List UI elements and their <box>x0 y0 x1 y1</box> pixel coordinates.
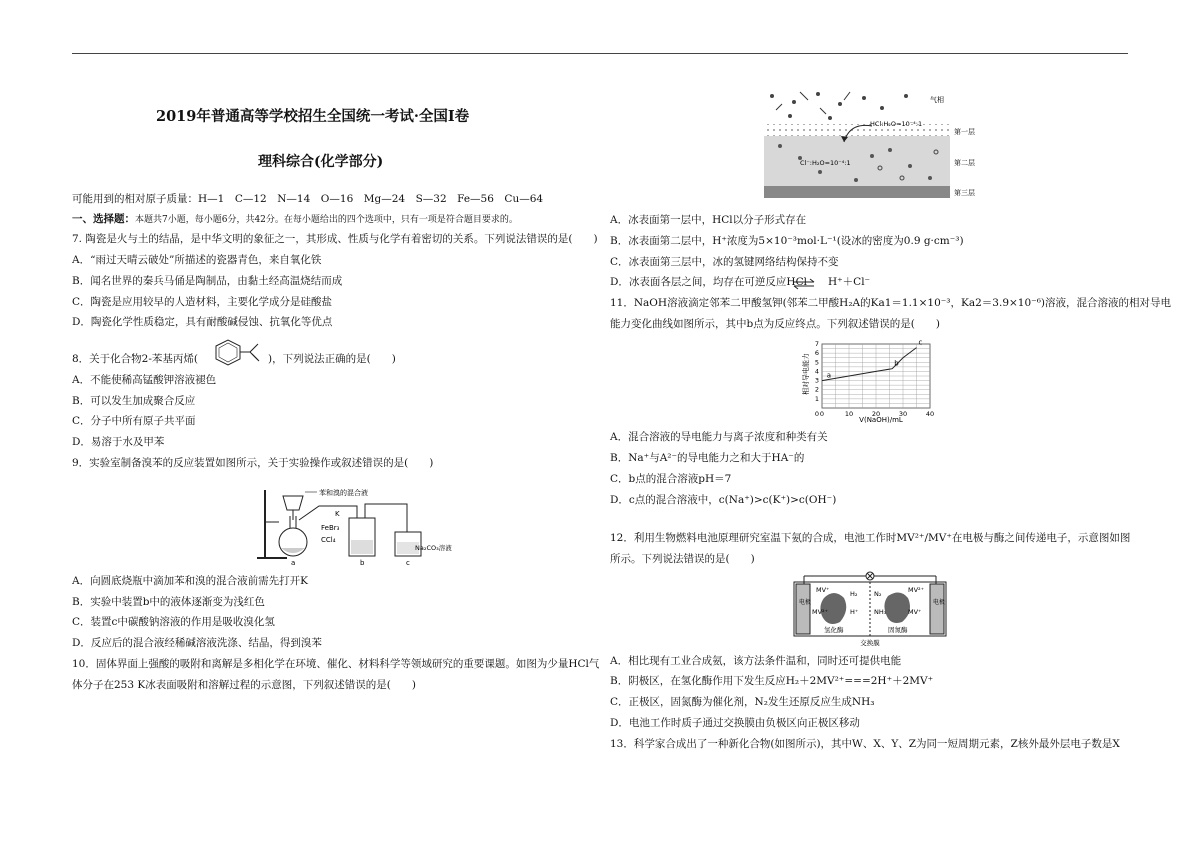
fig12-label-mv1-right: MV⁺ <box>908 608 922 616</box>
fig12-label-membrane: 交换膜 <box>860 639 880 647</box>
q8-option-a: A．不能使稀高锰酸钾溶液褪色 <box>72 374 217 386</box>
fig9-label-ccl4: CCl₄ <box>321 536 336 544</box>
q8-stem-a: 8．关于化合物2-苯基丙烯( <box>72 353 199 365</box>
q10-stem-line2: 体分子在253 K冰表面吸附和溶解过程的示意图，下列叙述错误的是( ) <box>72 679 416 691</box>
q9-option-b: B．实验中装置b中的液体逐渐变为浅红色 <box>72 596 265 608</box>
fig9-label-k: K <box>335 510 340 518</box>
q8-option-b: B．可以发生加成聚合反应 <box>72 395 196 407</box>
q7-option-c: C．陶瓷是应用较早的人造材料，主要化学成分是硅酸盐 <box>72 296 333 308</box>
chart-xtick-label: 10 <box>844 410 854 418</box>
ice-surface-hcl-figure <box>760 86 1000 204</box>
fig9-label-a: a <box>291 559 296 567</box>
q11-stem-line2: 能力变化曲线如图所示，其中b点为反应终点。下列叙述错误的是( ) <box>610 318 940 330</box>
q11-option-b: B．Na⁺与A²⁻的导电能力之和大于HA⁻的 <box>610 452 805 464</box>
fig10-label-ratio2: Cl⁻:H₂O=10⁻⁴:1 <box>800 159 851 167</box>
q11-option-d: D．c点的混合溶液中，c(Na⁺)>c(K⁺)>c(OH⁻) <box>610 494 837 506</box>
fig12-label-nh3: NH₃ <box>874 608 887 616</box>
fig10-label-layer1: 第一层 <box>954 128 975 136</box>
fig12-label-mv2-left: MV²⁺ <box>812 608 829 616</box>
chart-ytick-label: 1 <box>814 394 819 403</box>
q13-stem: 13．科学家合成出了一种新化合物(如图所示)，其中W、X、Y、Z为同一短周期元素，Z核外最外层电子数是X <box>610 738 1120 750</box>
fig9-label-c: c <box>406 559 410 567</box>
fig12-label-electrode-left: 电极 <box>799 599 812 606</box>
q7-option-a: A．“雨过天晴云破处”所描述的瓷器青色，来自氧化铁 <box>72 254 322 266</box>
q11-option-a: A．混合溶液的导电能力与离子浓度和种类有关 <box>610 431 828 443</box>
q10-stem-line1: 10．固体界面上强酸的吸附和离解是多相化学在环境、催化、材料科学等领域研究的重要课题。如图为少量HCl气 <box>72 658 600 670</box>
fig10-label-gas: 气相 <box>930 96 944 104</box>
chart-point-b: b <box>894 359 899 368</box>
section-note: 本题共7小题，每小题6分，共42分。在每小题给出的四个选项中，只有一项是符合题目要求的。 <box>135 215 518 225</box>
chart-ytick-label: 3 <box>814 376 819 385</box>
q10-option-d: D．冰表面各层之间，均存在可逆反应HCl H⁺＋Cl⁻ <box>610 276 871 288</box>
q12-stem-line1: 12．利用生物燃料电池原理研究室温下氨的合成，电池工作时MV²⁺/MV⁺在电极与酶之间传递电子，示意图如图 <box>610 532 1131 544</box>
exam-subtitle: 理科综合(化学部分) <box>258 154 384 170</box>
fig9-label-b: b <box>360 559 365 567</box>
reversible-arrow-icon <box>792 278 816 290</box>
fig10-label-layer3: 第三层 <box>954 189 975 197</box>
fig12-label-mv1-left: MV⁺ <box>816 586 830 594</box>
chart-ytick-label: 5 <box>814 358 819 367</box>
q7-option-b: B．闻名世界的秦兵马俑是陶制品，由黏土经高温烧结而成 <box>72 275 343 287</box>
q9-option-d: D．反应后的混合液经稀碱溶液洗涤、结晶，得到溴苯 <box>72 637 322 649</box>
q12-option-b: B．阴极区，在氢化酶作用下发生反应H₂＋2MV²⁺===2H⁺＋2MV⁺ <box>610 675 934 687</box>
q11-option-c: C．b点的混合溶液pH＝7 <box>610 473 732 485</box>
q7-stem: 7. 陶瓷是火与土的结晶，是中华文明的象征之一，其形成、性质与化学有着密切的关系。下列说法错误的是( ) <box>72 233 598 245</box>
chart-point-a: a <box>826 371 831 380</box>
section-heading <box>72 212 518 227</box>
q9-option-a: A．向圆底烧瓶中滴加苯和溴的混合液前需先打开K <box>72 575 308 587</box>
fig12-label-electrode-right: 电极 <box>933 599 946 606</box>
chart-point-labels <box>827 339 923 380</box>
q10-option-a: A．冰表面第一层中，HCl以分子形式存在 <box>610 214 807 226</box>
fig12-label-h2: H₂ <box>850 590 858 598</box>
q12-stem-line2: 所示。下列说法错误的是( ) <box>610 553 755 565</box>
fig10-label-layer2: 第二层 <box>954 159 975 167</box>
fig10-label-ratio1: HCl:H₂O=10⁻⁴:1 <box>870 120 923 128</box>
fig9-label-febr3: FeBr₃ <box>321 524 340 532</box>
fig9-label-na2co3: Na₂CO₃溶液 <box>415 544 452 552</box>
chart-xlabel: V(NaOH)/mL <box>859 416 903 424</box>
atomic-masses: 可能用到的相对原子质量：H—1 C—12 N—14 O—16 Mg—24 S—32 Fe—56 Cu—64 <box>72 193 544 205</box>
q8-option-d: D．易溶于水及甲苯 <box>72 436 165 448</box>
q10-option-c: C．冰表面第三层中，冰的氢键网络结构保持不变 <box>610 256 839 268</box>
chart-ylabel: 相对导电能力 <box>802 353 810 395</box>
q8-option-c: C．分子中所有原子共平面 <box>72 415 196 427</box>
chart-grid <box>822 344 930 408</box>
chart-xtick-label: 0 <box>819 410 825 418</box>
chart-series-line <box>822 348 917 381</box>
fig9-label-mix: 苯和溴的混合液 <box>319 489 368 497</box>
exam-title: 2019年普通高等学校招生全国统一考试·全国Ⅰ卷 <box>156 108 470 125</box>
q11-stem-line1: 11．NaOH溶液滴定邻苯二甲酸氢钾(邻苯二甲酸H₂A的Ka1＝1.1×10⁻³，Ka2＝3.9×10⁻⁶)溶液，混合溶液的相对导电 <box>610 297 1171 309</box>
q8-stem-b: )，下列说法正确的是( ) <box>268 353 396 365</box>
q9-option-c: C．装置c中碳酸钠溶液的作用是吸收溴化氢 <box>72 616 275 628</box>
fig12-label-hplus: H⁺ <box>850 608 859 616</box>
phenylpropene-structure <box>202 336 264 370</box>
fuel-cell-figure <box>790 570 950 648</box>
q9-stem: 9．实验室制备溴苯的反应装置如图所示，关于实验操作或叙述错误的是( ) <box>72 457 434 469</box>
chart-ytick-label: 6 <box>814 349 819 358</box>
q7-option-d: D．陶瓷化学性质稳定，具有耐酸碱侵蚀、抗氧化等优点 <box>72 316 333 328</box>
fig12-label-mv2-right: MV²⁺ <box>908 586 925 594</box>
chart-xtick-label: 40 <box>925 410 935 418</box>
bromobenzene-apparatus-figure <box>257 486 452 568</box>
q10-option-b: B．冰表面第二层中，H⁺浓度为5×10⁻³mol·L⁻¹(设冰的密度为0.9 g·cm⁻³) <box>610 235 964 247</box>
chart-ytick-label: 4 <box>814 367 819 376</box>
q12-option-d: D．电池工作时质子通过交换膜由负极区向正极区移动 <box>610 717 860 729</box>
fig12-label-nitrogenase: 固氮酶 <box>888 626 908 634</box>
chart-origin-label: 0 <box>814 410 819 418</box>
q12-option-c: C．正极区，固氮酶为催化剂，N₂发生还原反应生成NH₃ <box>610 696 875 708</box>
q12-option-a: A．相比现有工业合成氨，该方法条件温和，同时还可提供电能 <box>610 655 902 667</box>
section-label: 一、选择题： <box>72 213 135 225</box>
chart-xtick-label: 30 <box>898 410 908 418</box>
conductivity-chart <box>800 338 940 424</box>
chart-ytick-label: 7 <box>814 340 819 348</box>
chart-ytick-label: 2 <box>814 385 819 394</box>
header-rule <box>72 53 1128 54</box>
fig12-label-hydrogenase: 氢化酶 <box>824 626 844 634</box>
fig12-label-n2: N₂ <box>874 590 882 598</box>
chart-point-c: c <box>918 338 923 347</box>
chart-xtick-label: 20 <box>871 410 881 418</box>
